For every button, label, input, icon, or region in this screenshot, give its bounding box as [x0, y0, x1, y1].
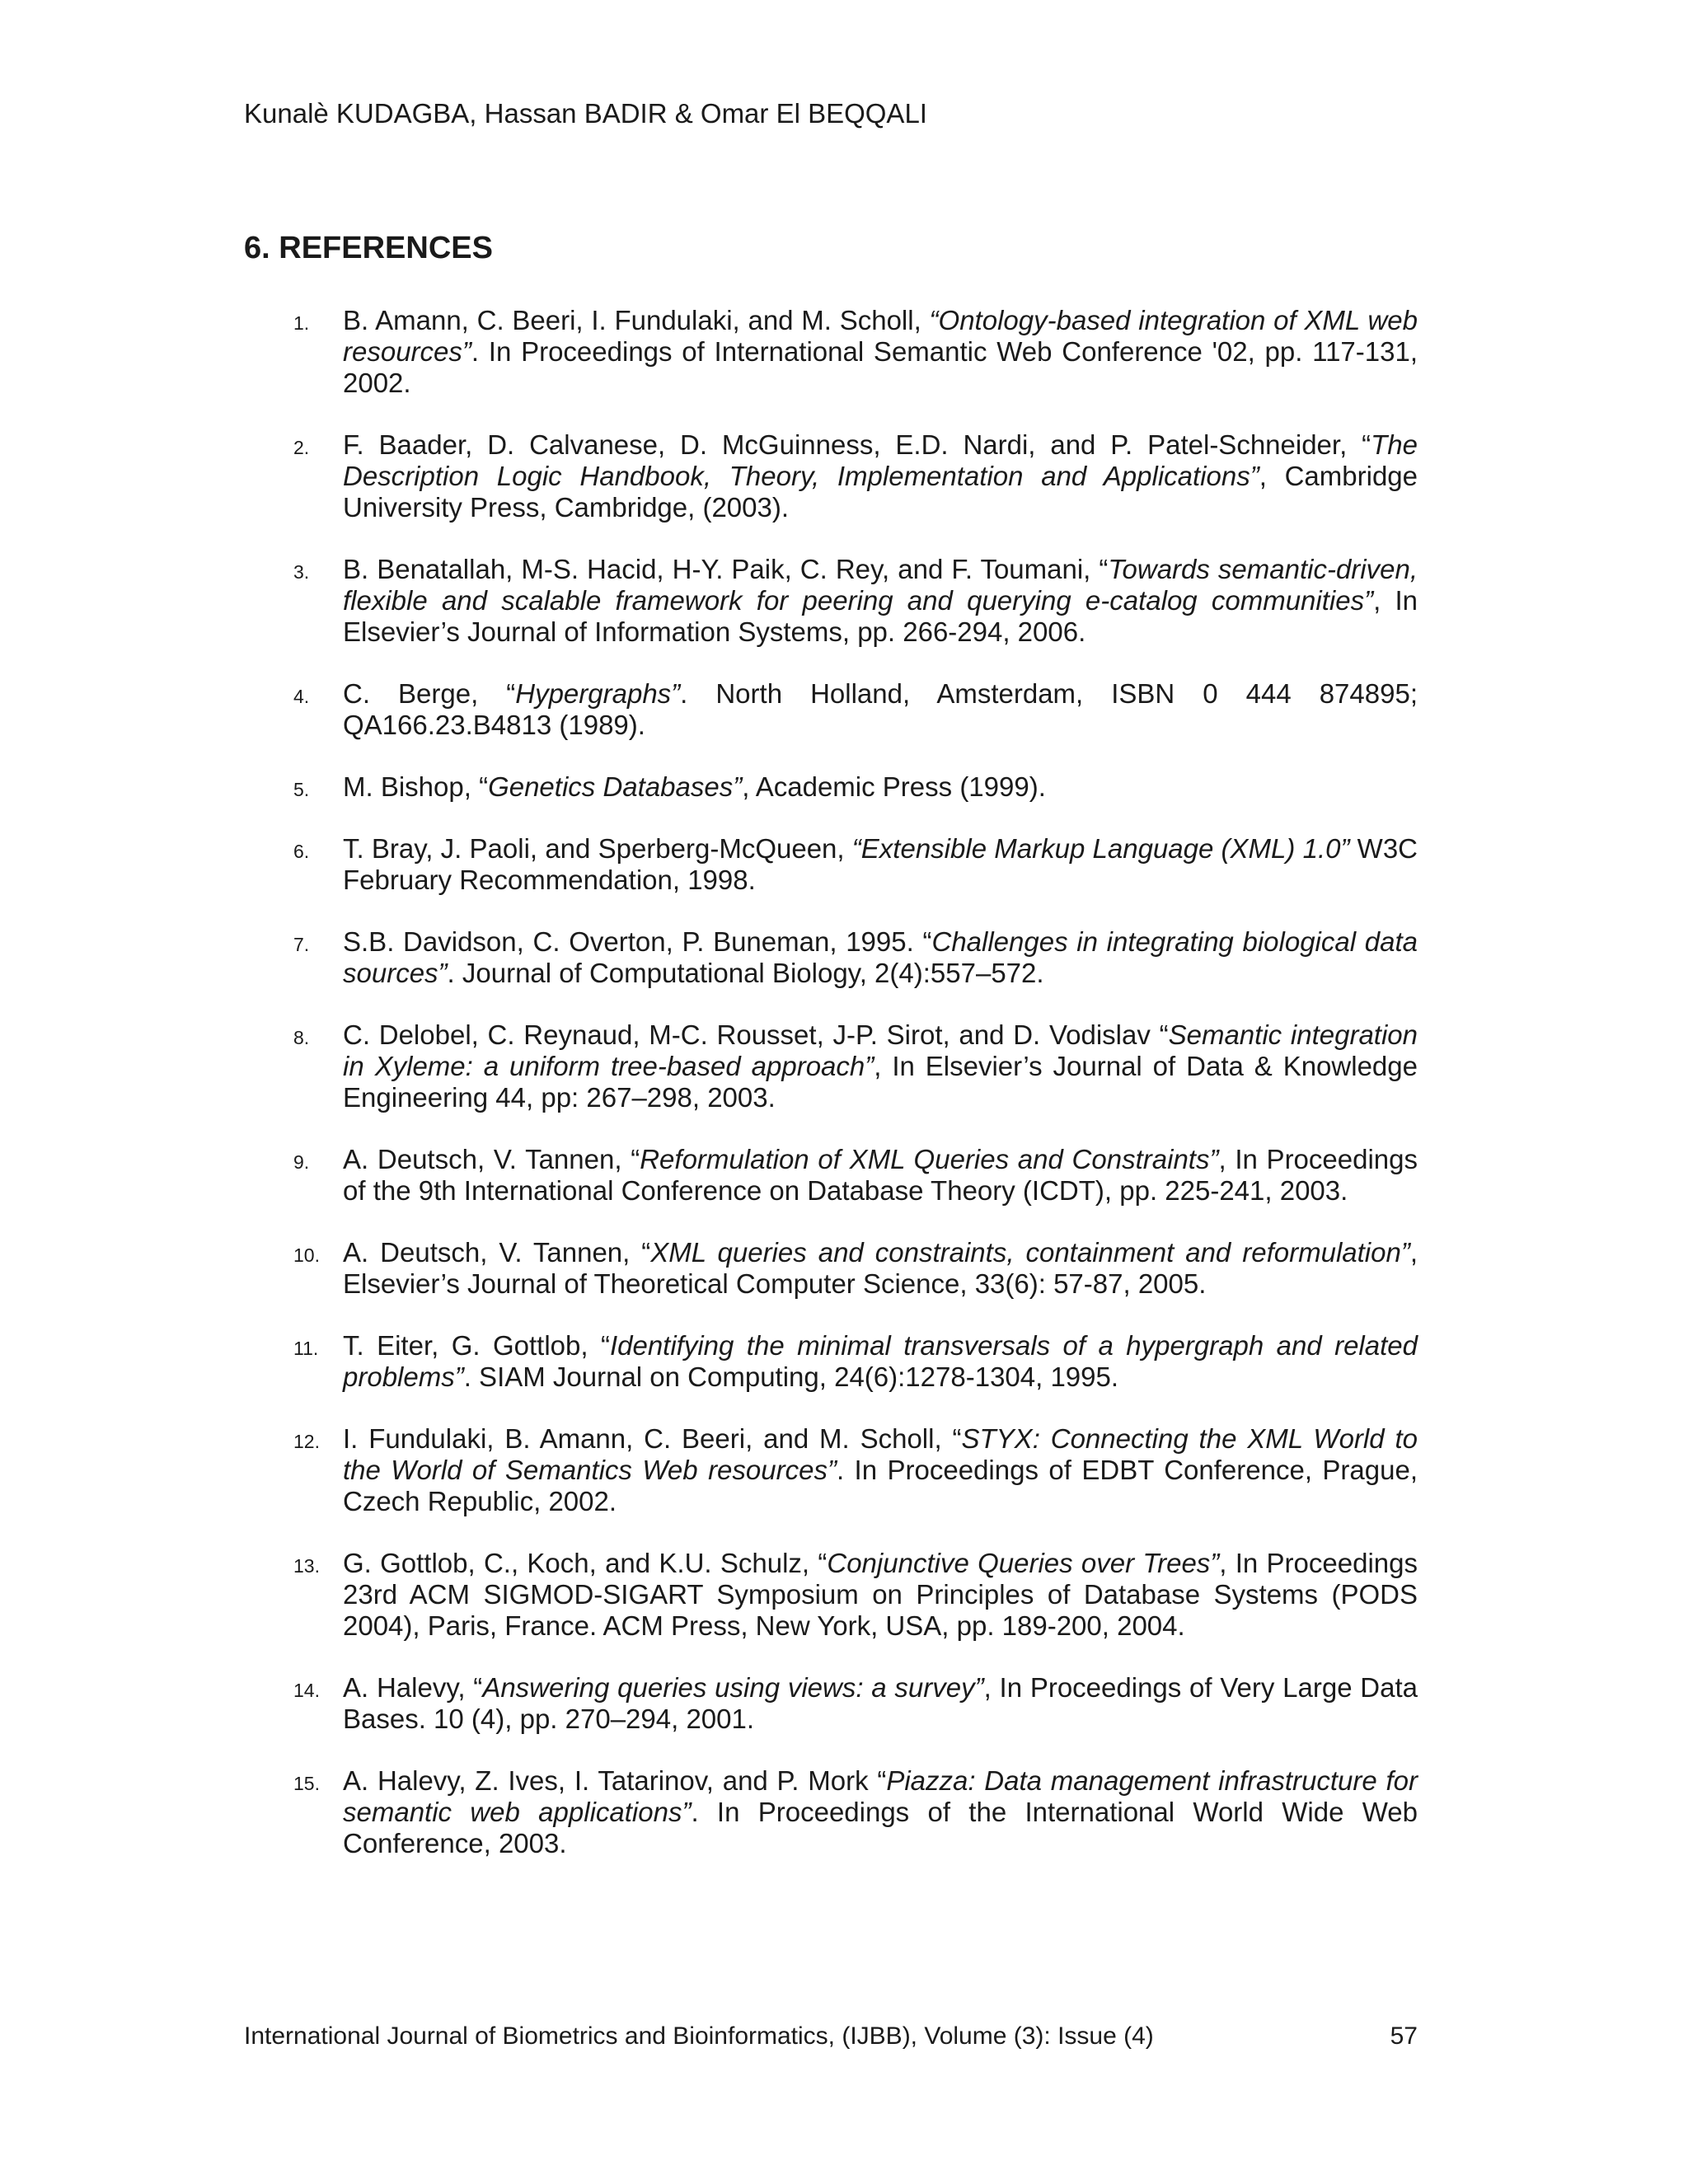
reference-authors: B. Benatallah, M-S. Hacid, H-Y. Paik, C. Rey, and F. Toumani, “ [343, 554, 1109, 584]
reference-number: 9. [293, 1151, 310, 1173]
reference-item [244, 1423, 1418, 1517]
reference-text [343, 678, 1418, 741]
reference-title: “Extensible Markup Language (XML) 1.0” [851, 833, 1350, 864]
reference-item [244, 1765, 1418, 1859]
footer-journal-citation: International Journal of Biometrics and Bioinformatics, (IJBB), Volume (3): Issue (4) [244, 2022, 1154, 2050]
reference-text [343, 1672, 1418, 1735]
reference-item [244, 1237, 1418, 1300]
reference-authors: C. Berge, “ [343, 678, 516, 709]
reference-number: 10. [293, 1244, 320, 1266]
reference-item [244, 771, 1418, 803]
reference-source: , Academic Press (1999). [742, 771, 1046, 802]
reference-title: Answering queries using views: a survey” [482, 1672, 984, 1703]
reference-title: Hypergraphs” [515, 678, 681, 709]
reference-number: 7. [293, 934, 310, 955]
reference-authors: T. Eiter, G. Gottlob, “ [343, 1330, 610, 1361]
reference-number: 5. [293, 779, 310, 800]
reference-source: , Cambridge University Press, Cambridge, (2003). [343, 461, 1418, 523]
reference-source: , In Proceedings 23rd ACM SIGMOD-SIGART Symposium on Principles of Database Systems (PODS 2004), Paris, France. ACM Press, New York, USA, pp. 189-200, 2004. [343, 1548, 1418, 1641]
reference-text [343, 771, 1418, 803]
reference-text [343, 1019, 1418, 1113]
section-title: 6. REFERENCES [244, 231, 493, 265]
reference-text [343, 833, 1418, 896]
reference-number: 1. [293, 312, 310, 334]
reference-source: W3C February Recommendation, 1998. [343, 833, 1418, 895]
reference-source: . SIAM Journal on Computing, 24(6):1278-1304, 1995. [463, 1361, 1119, 1392]
reference-item [244, 429, 1418, 523]
reference-source: . In Proceedings of International Semantic Web Conference '02, pp. 117-131, 2002. [343, 336, 1418, 398]
reference-item [244, 678, 1418, 741]
reference-number: 13. [293, 1555, 320, 1577]
reference-source: , In Proceedings of the 9th International Conference on Database Theory (ICDT), pp. 225-241, 2003. [343, 1144, 1418, 1206]
reference-number: 15. [293, 1773, 320, 1794]
reference-number: 8. [293, 1027, 310, 1048]
reference-authors: C. Delobel, C. Reynaud, M-C. Rousset, J-P. Sirot, and D. Vodislav “ [343, 1019, 1169, 1050]
reference-item [244, 1019, 1418, 1113]
reference-source: . In Proceedings of EDBT Conference, Prague, Czech Republic, 2002. [343, 1455, 1418, 1516]
reference-title: Identifying the minimal transversals of a hypergraph and related problems” [343, 1330, 1418, 1392]
page-number: 57 [1390, 2022, 1418, 2050]
reference-number: 3. [293, 561, 310, 583]
reference-item [244, 1330, 1418, 1393]
reference-item [244, 1144, 1418, 1207]
reference-authors: B. Amann, C. Beeri, I. Fundulaki, and M. Scholl, [343, 305, 930, 335]
reference-number: 14. [293, 1680, 320, 1701]
reference-title: Genetics Databases” [488, 771, 743, 802]
reference-item [244, 833, 1418, 896]
reference-authors: I. Fundulaki, B. Amann, C. Beeri, and M. Scholl, “ [343, 1423, 962, 1454]
reference-title: STYX: Connecting the XML World to the World of Semantics Web resources” [343, 1423, 1418, 1485]
reference-item [244, 305, 1418, 399]
reference-source: , In Elsevier’s Journal of Information Systems, pp. 266-294, 2006. [343, 585, 1418, 647]
reference-title: Piazza: Data management infrastructure for semantic web applications” [343, 1765, 1418, 1827]
reference-title: Challenges in integrating biological data sources” [343, 926, 1418, 988]
reference-text [343, 554, 1418, 648]
reference-authors: F. Baader, D. Calvanese, D. McGuinness, E.D. Nardi, and P. Patel-Schneider, “ [343, 429, 1372, 460]
reference-number: 4. [293, 686, 310, 707]
reference-source: , In Elsevier’s Journal of Data & Knowledge Engineering 44, pp: 267–298, 2003. [343, 1051, 1418, 1113]
reference-authors: G. Gottlob, C., Koch, and K.U. Schulz, “ [343, 1548, 828, 1578]
reference-text [343, 305, 1418, 399]
reference-text [343, 926, 1418, 989]
reference-title: “Ontology-based integration of XML web resources” [343, 305, 1418, 367]
reference-authors: M. Bishop, “ [343, 771, 489, 802]
reference-source: . In Proceedings of the International World Wide Web Conference, 2003. [343, 1797, 1418, 1858]
reference-item [244, 554, 1418, 648]
reference-text [343, 1330, 1418, 1393]
reference-authors: S.B. Davidson, C. Overton, P. Buneman, 1995. “ [343, 926, 932, 957]
reference-number: 12. [293, 1431, 320, 1452]
reference-text [343, 1423, 1418, 1517]
reference-source: . Journal of Computational Biology, 2(4):557–572. [447, 958, 1044, 988]
reference-title: Conjunctive Queries over Trees” [827, 1548, 1220, 1578]
reference-title: Reformulation of XML Queries and Constraints” [640, 1144, 1219, 1174]
reference-item [244, 1548, 1418, 1642]
reference-authors: A. Deutsch, V. Tannen, “ [343, 1144, 640, 1174]
reference-authors: T. Bray, J. Paoli, and Sperberg-McQueen, [343, 833, 852, 864]
reference-number: 2. [293, 437, 310, 458]
reference-authors: A. Deutsch, V. Tannen, “ [343, 1237, 651, 1268]
reference-text [343, 1765, 1418, 1859]
reference-item [244, 1672, 1418, 1735]
reference-authors: A. Halevy, “ [343, 1672, 483, 1703]
reference-title: Semantic integration in Xyleme: a uniform tree-based approach” [343, 1019, 1418, 1081]
reference-source: , Elsevier’s Journal of Theoretical Computer Science, 33(6): 57-87, 2005. [343, 1237, 1418, 1299]
reference-number: 6. [293, 841, 310, 862]
reference-source: . North Holland, Amsterdam, ISBN 0 444 874895; QA166.23.B4813 (1989). [343, 678, 1418, 740]
reference-title: Towards semantic-driven, flexible and scalable framework for peering and querying e-catalog communities” [343, 554, 1418, 616]
reference-text [343, 1548, 1418, 1642]
reference-text [343, 429, 1418, 523]
reference-list [244, 305, 1418, 1890]
reference-title: XML queries and constraints, containment and reformulation” [650, 1237, 1410, 1268]
reference-text [343, 1237, 1418, 1300]
reference-text [343, 1144, 1418, 1207]
reference-number: 11. [293, 1338, 319, 1359]
running-header: Kunalè KUDAGBA, Hassan BADIR & Omar El BEQQALI [244, 98, 927, 129]
reference-item [244, 926, 1418, 989]
reference-source: , In Proceedings of Very Large Data Bases. 10 (4), pp. 270–294, 2001. [343, 1672, 1418, 1734]
reference-title: The Description Logic Handbook, Theory, Implementation and Applications” [343, 429, 1418, 491]
reference-authors: A. Halevy, Z. Ives, I. Tatarinov, and P. Mork “ [343, 1765, 887, 1796]
